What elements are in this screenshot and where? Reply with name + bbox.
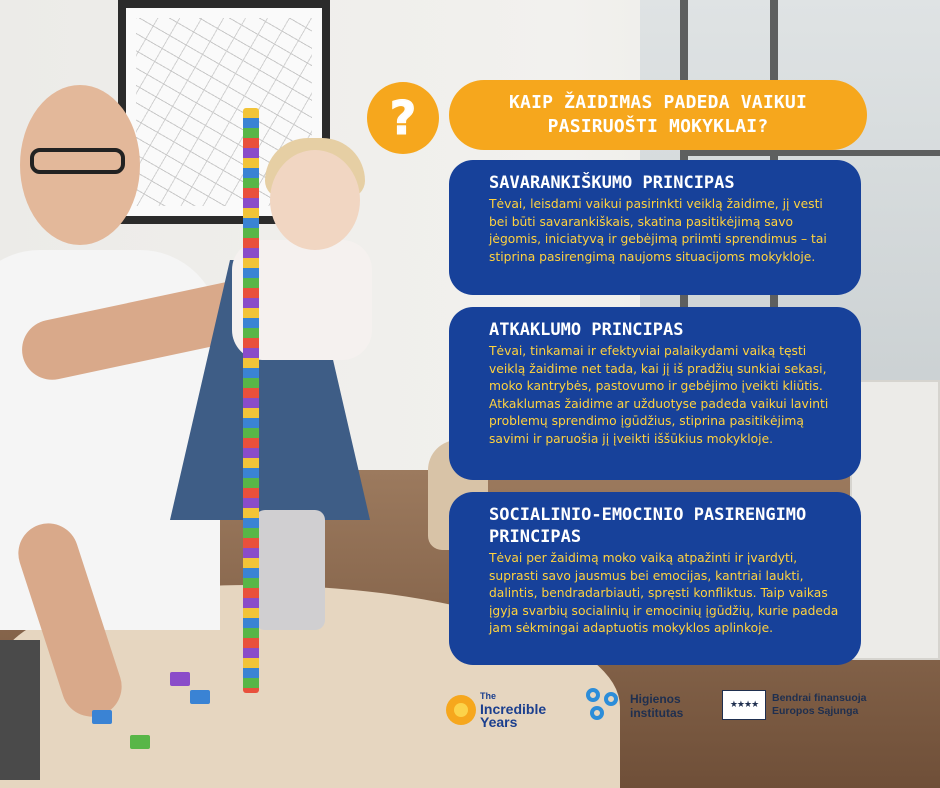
father-pants xyxy=(0,640,40,780)
section-heading: ATKAKLUMO PRINCIPAS xyxy=(489,320,684,340)
section-card-socialinio-emocinio xyxy=(449,492,861,665)
section-card-savarankiskumo xyxy=(449,160,861,295)
section-heading: SOCIALINIO-EMOCINIO PASIRENGIMO PRINCIPAS xyxy=(489,505,807,547)
section-heading: SAVARANKIŠKUMO PRINCIPAS xyxy=(489,173,735,193)
girl-head xyxy=(270,150,360,250)
toy-block xyxy=(190,690,210,704)
toy-block-tower xyxy=(243,108,259,693)
incredible-years-logo: The Incredible Years xyxy=(446,690,546,729)
eu-cofunded-logo: ★★★★ Bendrai finansuoja Europos Sąjunga xyxy=(722,690,867,720)
section-card-atkaklumo xyxy=(449,307,861,480)
circles-icon xyxy=(586,688,622,724)
toy-block xyxy=(92,710,112,724)
section-body: Tėvai, leisdami vaikui pasirinkti veiklą žaidime, jį vesti bei būti savarankiškais, skatina pasitikėjimą savo jėgomis, iniciatyvą ir gebėjimą priimti sprendimus – tai stiprina pasirengimą naujoms situacijoms mokykloje. xyxy=(489,197,827,264)
higienos-institutas-logo: Higienos institutas xyxy=(586,688,683,724)
question-mark-icon: ? xyxy=(367,82,439,154)
girl-legs xyxy=(255,510,325,630)
cabinet xyxy=(850,380,940,660)
page-title: KAIP ŽAIDIMAS PADEDA VAIKUI PASIRUOŠTI MOKYKLAI? xyxy=(509,92,807,137)
toy-block xyxy=(170,672,190,686)
eu-flag-icon: ★★★★ xyxy=(722,690,766,720)
toy-block xyxy=(130,735,150,749)
glasses xyxy=(30,148,125,174)
title-banner xyxy=(449,80,867,150)
partner-logos xyxy=(440,682,900,742)
section-body: Tėvai, tinkamai ir efektyviai palaikydami vaiką tęsti veiklą žaidime net tada, kai jį iš pradžių sunkiai sekasi, moko kantrybės, pastovumo ir gebėjimo įveikti kliūtis. Atkaklumas žaidime ar užduotyse padeda vaikui lavinti problemų sprendimo įgūdžius, stiprina pasitikėjimą savimi ir paruošia jį įveikti iššūkius mokykloje. xyxy=(489,344,829,446)
sun-icon xyxy=(446,695,476,725)
section-body: Tėvai per žaidimą moko vaiką atpažinti ir įvardyti, suprasti savo jausmus bei emocijas, kantriai laukti, dalintis, bendradarbiauti, spręsti konfliktus. Taip vaikas įgyja svarbių socialinių ir emocinių įgūdžių, kurie padeda jam sėkmingai adaptuotis mokyklos aplinkoje. xyxy=(489,551,839,635)
